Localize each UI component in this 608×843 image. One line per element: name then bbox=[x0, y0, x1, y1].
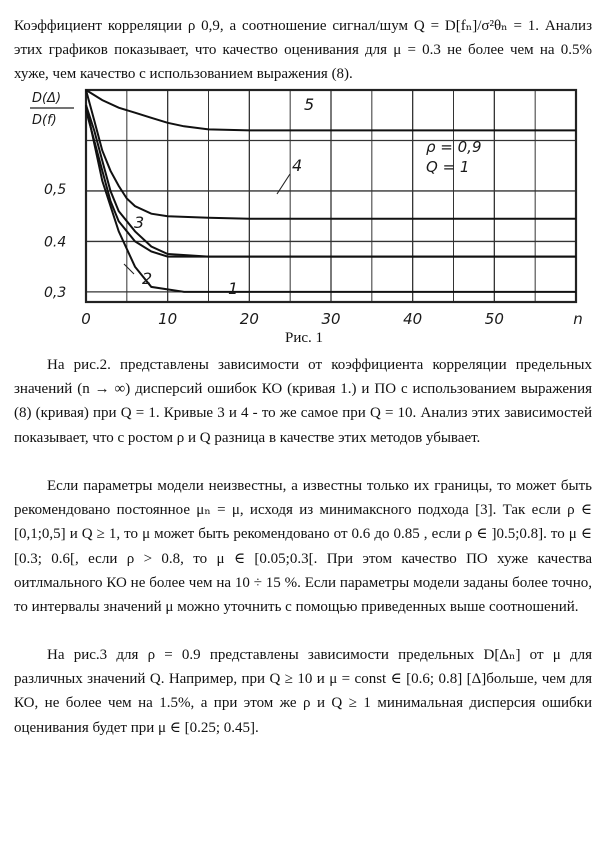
curve-label-3: 3 bbox=[134, 213, 145, 232]
paragraph-4: На рис.3 для ρ = 0.9 представлены зависимости предельных D[Δₙ] от μ для различных значений Q. Например, при Q ≥ 10 и μ = const ∈ [0.6; 0.8] [Δ]больше, чем для КО, не более чем на 1.5%, а при этом же ρ и Q ≥ 1 минимальная дисперсия ошибки оценивания будет при μ ∈ [0.25; 0.45]. bbox=[14, 647, 592, 736]
x-tick-label: 10 bbox=[158, 310, 178, 328]
paragraph-2: На рис.2. представлены зависимости от коэффициента корреляции предельных значений (n → ∞) дисперсий ошибок КО (кривая 1.) и ПО с использованием выражения (8) (кривая) при Q = 1. Кривые 3 и 4 - то же самое при Q = 10. Анализ этих зависимостей показывает, что с ростом ρ и Q разница в качестве этих методов убывает. bbox=[14, 357, 592, 446]
x-tick-label: 40 bbox=[403, 310, 423, 328]
ylabel-numerator: D(Δ) bbox=[32, 91, 62, 106]
x-tick-label: 0 bbox=[81, 310, 91, 328]
chart bbox=[14, 84, 594, 330]
curve-label-4: 4 bbox=[292, 156, 303, 175]
annotation-q: Q = 1 bbox=[426, 158, 470, 176]
leader-line-2 bbox=[124, 264, 134, 274]
curve-label-5: 5 bbox=[304, 95, 315, 114]
ylabel-denominator: D(f) bbox=[32, 113, 57, 128]
grid bbox=[86, 90, 576, 302]
y-tick-label: 0.4 bbox=[44, 234, 67, 251]
curve-label-2: 2 bbox=[142, 269, 153, 288]
curve-label-1: 1 bbox=[228, 279, 239, 298]
paragraph-3: Если параметры модели неизвестны, а известны только их границы, то может быть рекомендовано постоянное μₙ = μ, исходя из минимаксного подхода [3]. Так если ρ ∈ [0,1;0,5] и Q ≥ 1, то μ может быть рекомендовано от 0.6 до 0.85 , если ρ ∈ ]0.5;0.8]. то μ ∈ [0.3; 0.6[, если ρ > 0.8, то μ ∈ [0.05;0.3[. При этом качество ПО хуже качества оитлмального КО не более чем на 10 ÷ 15 %. Если параметры модели заданы более точно, то интервалы значений μ можно уточнить с помощью приведенных выше соотношений. bbox=[14, 478, 592, 616]
x-tick-label: n bbox=[573, 310, 583, 328]
x-tick-label: 50 bbox=[484, 310, 504, 328]
paragraph-1: Коэффициент корреляции ρ 0,9, а соотношение сигнал/шум Q = D[fₙ]/σ²θₙ = 1. Анализ этих графиков показывает, что качество оценивания для μ = 0.3 не более чем на 0.5% хуже, чем качество с использованием выражения (8). bbox=[14, 18, 592, 83]
annotation-rho: ρ = 0,9 bbox=[426, 138, 482, 156]
x-tick-label: 30 bbox=[321, 310, 341, 328]
x-tick-label: 20 bbox=[239, 310, 259, 328]
figure-1 bbox=[14, 84, 594, 330]
y-tick-label: 0,5 bbox=[44, 181, 67, 198]
y-tick-label: 0,3 bbox=[44, 284, 67, 301]
figure-caption: Рис. 1 bbox=[284, 330, 324, 346]
